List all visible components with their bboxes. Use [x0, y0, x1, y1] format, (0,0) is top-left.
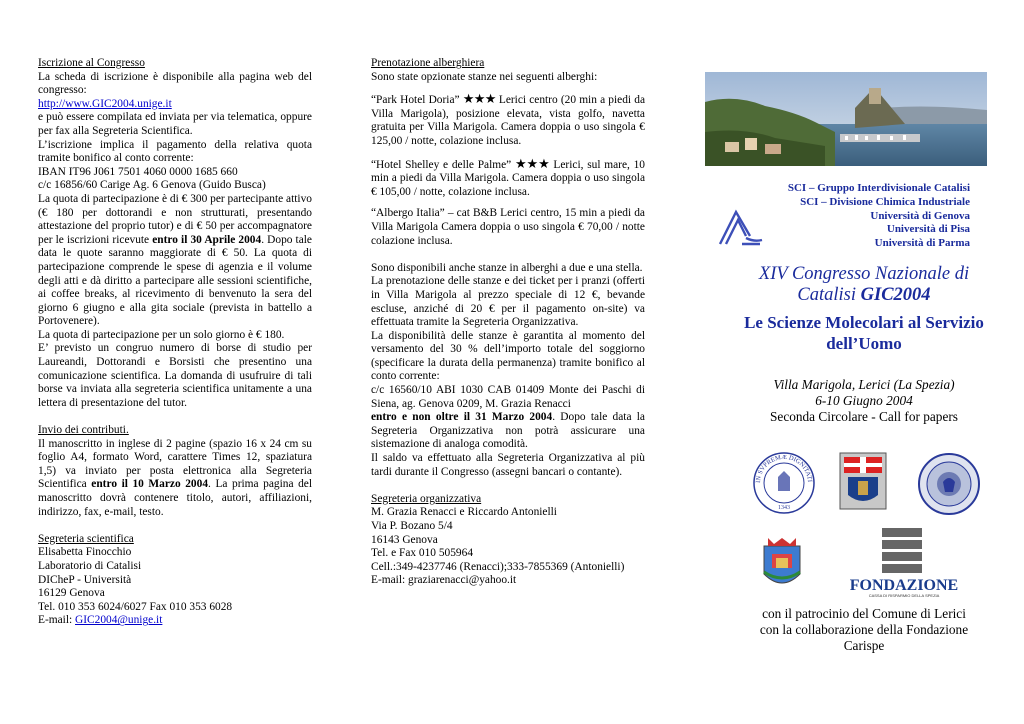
invio-text: Il manoscritto in inglese di 2 pagine (spazio 16 x 24 cm su foglio A4, formato Word, carattere Times 12, spaziatura 1,5) va inviato per posta elettronica alla Segreteria Scientifica entro il 10 Marzo 2004. La prima pagina del manoscritto dovrà contenere titolo, autori, affiliazioni, indirizzo, fax, e-mail, testo.: [38, 437, 312, 518]
patronage-line: con il patrocinio del Comune di Lerici: [762, 606, 966, 621]
segsci-email: E-mail: GIC2004@unige.it: [38, 614, 163, 627]
left-column: [38, 57, 312, 628]
organizer: SCI – Divisione Chimica Industriale: [800, 195, 970, 208]
stars-icon: ★★★: [515, 155, 550, 171]
stars-icon: ★★★: [462, 91, 496, 107]
patronage-block: [738, 606, 990, 654]
prenotazione-intro: Sono state opzionate stanze nei seguenti alberghi:: [371, 70, 598, 83]
fondazione-logo-subtext: CASSA DI RISPARMIO DELLA SPEZIA: [868, 593, 940, 598]
lerici-photo: [705, 72, 987, 166]
borse-text: E’ previsto un congruo numero di borse di studio per Laureandi, Dottorandi e Borsisti che presentino una comunicazione scientifica. La domanda di usufruire di tali borse va inviata alla segreteria scientifica unitamente a una lettera di presentazione del tutor.: [38, 342, 312, 409]
gic-logo-icon: [716, 206, 764, 253]
iscrizione-text-2: e può essere compilata ed inviata per via telematica, oppure per fax alla Segreteria Scientifica.: [38, 111, 312, 137]
hotel-3: “Albergo Italia” – cat B&B Lerici centro, 15 min a piedi da Villa Marigola Camera doppia o uso singola € 70,00 / notte colazione inclusa.: [371, 207, 645, 247]
lerici-crest-icon: [760, 536, 804, 599]
iscrizione-text-3: L’iscrizione implica il pagamento della relativa quota tramite bonifico al conto corrente:: [38, 138, 312, 165]
segreteria-scientifica-heading: Segreteria scientifica: [38, 532, 134, 545]
congress-subtitle: Le Scienze Molecolari al Servizio dell’Uomo: [744, 313, 984, 353]
segorg-line: Cell.:349-4237746 (Renacci);333-7855369 (Antonielli): [371, 560, 625, 573]
iscrizione-heading: Iscrizione al Congresso: [38, 57, 145, 69]
venue-block: [738, 377, 990, 425]
segorg-line: Tel. e Fax 010 505964: [371, 547, 474, 560]
title-line-2: Catalisi GIC2004: [797, 285, 931, 305]
hotel-1: “Park Hotel Doria” ★★★ Lerici centro (20 min a piedi da Villa Marigola), posizione elevata, vista golfo, navetta gratuita per Villa Marigola. Camera doppia o uso singola € 125,00 / notte, colazione inclusa.: [371, 91, 645, 147]
prenotazione-text-3: La disponibilità delle stanze è garantita al momento del versamento del 30 % dell’importo totale del soggiorno (specificare la durata della permanenza) tramite bonifico al conto corrente:: [371, 329, 645, 383]
fondazione-logo: [846, 526, 964, 605]
quota-giorno: La quota di partecipazione per un solo giorno è € 180.: [38, 328, 285, 341]
university-seal-icon: [752, 451, 816, 520]
conto-corrente: c/c 16856/60 Carige Ag. 6 Genova (Guido Busca): [38, 179, 266, 192]
iscrizione-text: La scheda di iscrizione è disponibile alla pagina web del congresso:: [38, 70, 312, 97]
other-rooms: Sono disponibili anche stanze in alberghi a due e una stella.: [371, 261, 643, 274]
fondazione-logo-text: FONDAZIONE: [849, 577, 959, 594]
segsci-line: Tel. 010 353 6024/6027 Fax 010 353 6028: [38, 600, 233, 613]
dates: 6-10 Giugno 2004: [815, 393, 913, 408]
segsci-email-link[interactable]: GIC2004@unige.it: [75, 614, 163, 627]
circolare: Seconda Circolare - Call for papers: [770, 409, 958, 424]
pisa-seal-icon: [917, 452, 981, 521]
segsci-line: 16129 Genova: [38, 587, 105, 600]
quota-text: La quota di partecipazione è di € 300 per partecipante attivo (€ 180 per dottorandi e non strutturati, presentando attestazione del proprio tutor) e di € 50 per accompagnatore per le iscrizioni ricevute entro il 30 Aprile 2004. Dopo tale data le quote saranno maggiorate di € 50. La quota di partecipazione comprende le spese di agenzia e il volume degli atti e dà diritto a partecipare alle sessioni scientifiche, ai coffee breaks, al ricevimento di benvenuto la sera del giorno 6 giugno e alla gita sociale (prevista in battello a Portovenere).: [38, 192, 312, 328]
patronage-line: con la collaborazione della Fondazione: [759, 622, 969, 637]
middle-column: [371, 57, 645, 588]
genova-crest-icon: [838, 451, 888, 516]
segorg-email: E-mail: graziarenacci@yahoo.it: [371, 574, 517, 587]
iban: IBAN IT96 J061 7501 4060 0000 1685 660: [38, 165, 238, 178]
organizer: Università di Parma: [874, 237, 970, 250]
segsci-line: DICheP - Università: [38, 573, 132, 586]
segorg-line: 16143 Genova: [371, 533, 438, 546]
invio-heading: Invio dei contributi.: [38, 424, 129, 437]
venue: Villa Marigola, Lerici (La Spezia): [773, 377, 955, 392]
organizer: Università di Genova: [870, 209, 970, 222]
prenotazione-cc: c/c 16560/10 ABI 1030 CAB 01409 Monte dei Paschi di Siena, ag. Genova 0209, M. Grazia Renacci: [371, 384, 645, 410]
prenotazione-text-2: La prenotazione delle stanze e dei ticket per i pranzi (offerti in Villa Marigola al prezzo speciale di 12 €, bevande escluse, anziché di 20 € per il pagamento on-site) va effettuata tramite la Segreteria Organizzativa.: [371, 275, 645, 329]
segorg-line: Via P. Bozano 5/4: [371, 520, 453, 532]
organizer: Università di Pisa: [886, 223, 970, 236]
segsci-line: Elisabetta Finocchio: [38, 546, 132, 559]
organizer: SCI – Gruppo Interdivisionale Catalisi: [787, 182, 970, 194]
prenotazione-saldo: Il saldo va effettuato alla Segreteria Organizzativa al più tardi durante il Congresso (assegni bancari o contante).: [371, 452, 645, 478]
patronage-line: Carispe: [843, 638, 885, 653]
title-line-1: XIV Congresso Nazionale di: [758, 264, 970, 284]
prenotazione-heading: Prenotazione alberghiera: [371, 57, 485, 69]
seal-text: IN SVPREMÆ DIGNITATI: [754, 453, 813, 484]
congress-website-link[interactable]: http://www.GIC2004.unige.it: [38, 97, 172, 110]
prenotazione-deadline: entro e non oltre il 31 Marzo 2004. Dopo tale data la Segreteria Organizzativa non potrà assicurare una sistemazione di analoga comodità.: [371, 411, 645, 451]
segsci-line: Laboratorio di Catalisi: [38, 559, 142, 572]
congress-title: [738, 264, 990, 354]
organizers-list: [788, 182, 970, 251]
segreteria-organizzativa-heading: Segreteria organizzativa: [371, 492, 482, 505]
segorg-line: M. Grazia Renacci e Riccardo Antonielli: [371, 506, 557, 519]
seal-year: 1343: [778, 505, 790, 511]
hotel-2: “Hotel Shelley e delle Palme” ★★★ Lerici, sul mare, 10 min a piedi da Villa Marigola. Camera doppia o uso singola € 105,00 / notte, colazione inclusa.: [371, 155, 645, 198]
